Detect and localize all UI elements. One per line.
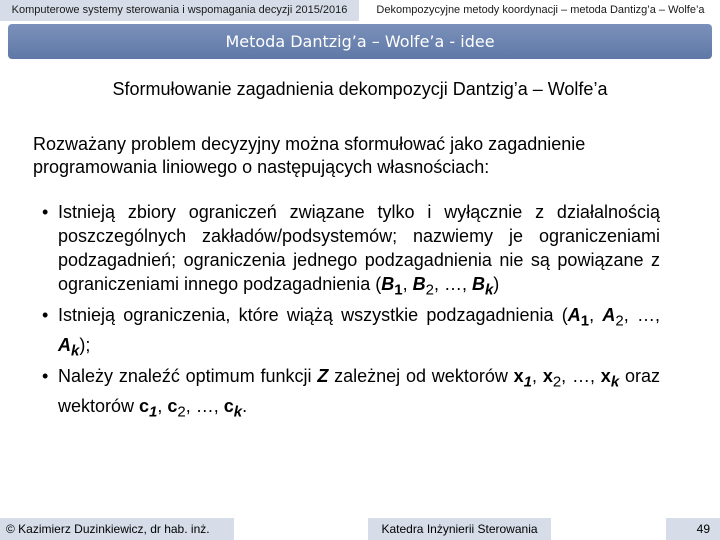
bullet-icon: • <box>42 304 49 325</box>
header-course-title: Komputerowe systemy sterowania i wspomagania decyzji 2015/2016 <box>0 0 359 21</box>
math-c: c <box>167 396 178 417</box>
slide-subtitle: Sformułowanie zagadnienia dekompozycji Dantzig’a – Wolfe’a <box>112 79 608 99</box>
bullet-text: Istnieją ograniczenia, które wiążą wszystkie podzagadnienia ( <box>58 304 568 325</box>
math-sub: 2 <box>177 403 186 421</box>
math-sub: k <box>610 373 620 391</box>
math-sep: , <box>532 365 543 386</box>
math-end: . <box>242 396 248 417</box>
math-c: c <box>223 396 234 417</box>
math-A: A <box>567 304 581 325</box>
math-sub: 2 <box>425 281 434 299</box>
math-sep: , <box>157 396 168 417</box>
math-B: B <box>471 274 485 294</box>
bullet-item-subproblem-constraints <box>40 200 660 303</box>
math-sub: 2 <box>552 373 562 391</box>
bullet-text: Należy znaleźć optimum funkcji <box>58 365 318 386</box>
bullet-text: zależnej od wektorów <box>328 365 514 386</box>
math-sub: k <box>484 281 494 299</box>
bullet-icon: • <box>42 202 49 222</box>
math-x: x <box>513 365 524 386</box>
page-number: 49 <box>666 518 720 540</box>
math-close: ); <box>79 335 91 356</box>
bullet-item-objective <box>40 364 660 425</box>
math-ellipsis: , …, <box>185 396 224 417</box>
footer-department: Katedra Inżynierii Sterowania <box>368 518 551 540</box>
header-lecture-title: Dekompozycyjne metody koordynacji – metoda Dantizg’a – Wolfe’a <box>361 0 720 21</box>
math-sub: 1 <box>580 312 590 330</box>
math-c: c <box>139 396 150 417</box>
bullet-icon: • <box>42 365 49 386</box>
math-Z: Z <box>317 365 329 386</box>
math-ellipsis: , …, <box>561 365 601 386</box>
footer-author: © Kazimierz Duzinkiewicz, dr hab. inż. <box>0 518 234 540</box>
math-sub: 1 <box>394 281 403 299</box>
math-A: A <box>602 304 616 325</box>
intro-paragraph: Rozważany problem decyzyjny można sformułować jako zagadnienie programowania liniowego o następujących własnościach: <box>33 134 586 177</box>
math-sep: , <box>402 274 413 294</box>
bullet-list <box>40 200 660 425</box>
math-x: x <box>542 365 553 386</box>
math-x: x <box>600 365 611 386</box>
bullet-text: Istnieją zbiory ograniczeń związane tylko i wyłącznie z działalnością poszczególnych zakładów/podsystemów; nazwiemy je ograniczeniami podzagadnień; ograniczenia jednego podzagadnienia nie są powiązane z ograniczeniami innego podzagadnienia ( <box>58 202 660 294</box>
math-sub: k <box>233 403 243 421</box>
math-sub: 1 <box>149 403 158 421</box>
math-B: B <box>381 274 395 294</box>
math-sub: k <box>71 342 80 360</box>
bullet-text: oraz wektorów <box>58 365 660 417</box>
math-B: B <box>412 274 426 294</box>
math-A: A <box>58 335 71 356</box>
bullet-item-linking-constraints <box>40 303 660 364</box>
math-ellipsis: , …, <box>623 304 660 325</box>
math-sub: 1 <box>523 373 532 391</box>
math-sub: 2 <box>615 312 624 330</box>
math-ellipsis: , …, <box>433 274 472 294</box>
slide-title: Metoda Dantzig’a – Wolfe’a - idee <box>8 24 712 59</box>
math-sep: , <box>589 304 603 325</box>
math-close: ) <box>493 274 500 294</box>
